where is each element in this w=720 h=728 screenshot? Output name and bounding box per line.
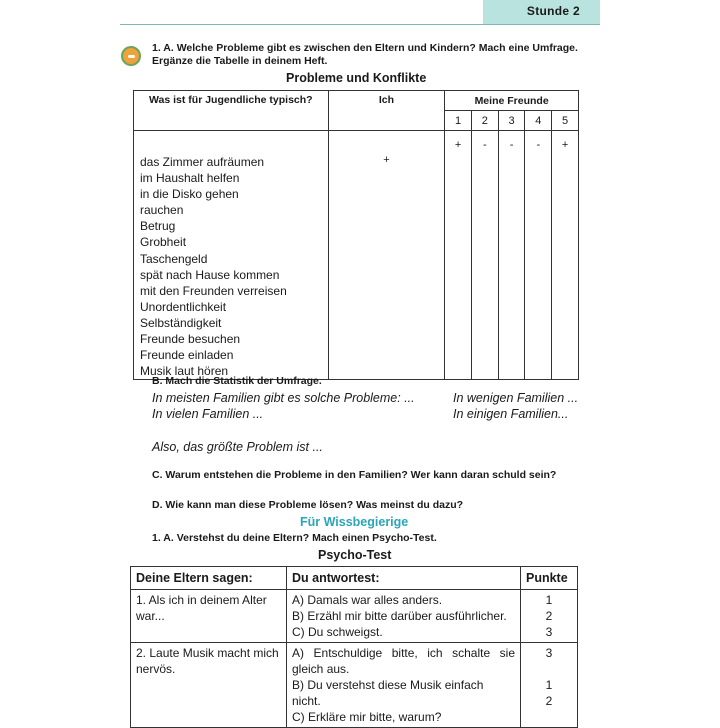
problems-table: [133, 90, 579, 380]
friend-mark: -: [498, 131, 525, 380]
lesson-label: Stunde 2: [526, 4, 580, 18]
points: 2: [545, 694, 553, 708]
list-item: Musik laut hören: [140, 364, 229, 379]
points: 1: [545, 678, 553, 692]
stat-phrase-1: In meisten Familien gibt es solche Probleme: ...: [152, 391, 415, 405]
answer: C) Erkläre mir bitte, warum?: [292, 710, 442, 724]
list-item: Betrug: [140, 219, 176, 234]
answer: C) Du schweigst.: [292, 625, 383, 639]
friend-number: 5: [552, 111, 579, 131]
friend-number: 4: [525, 111, 552, 131]
list-item: mit den Freunden verreisen: [140, 283, 287, 298]
psycho-question: 1. A. Verstehst du deine Eltern? Mach einen Psycho-Test.: [152, 532, 437, 544]
answer: B) Erzähl mir bitte darüber ausführlicher.: [292, 609, 507, 623]
list-item: spät nach Hause kommen: [140, 267, 280, 282]
task-icon: [121, 46, 141, 66]
friend-number: 3: [498, 111, 525, 131]
answers-1: [287, 590, 521, 643]
taskB-heading: B. Mach die Statistik der Umfrage.: [152, 375, 322, 387]
friend-mark: -: [525, 131, 552, 380]
header-points: Punkte: [521, 567, 578, 590]
friend-number: 2: [471, 111, 498, 131]
points: 3: [545, 625, 553, 639]
list-item: in die Disko gehen: [140, 187, 239, 202]
list-item: rauchen: [140, 203, 184, 218]
stat-conclusion: Also, das größte Problem ist ...: [152, 440, 323, 454]
list-item: Unordentlichkeit: [140, 299, 227, 314]
task1-question: [152, 42, 592, 68]
points: 2: [545, 609, 553, 623]
list-item: Freunde besuchen: [140, 332, 241, 347]
taskD-heading: D. Wie kann man diese Probleme lösen? Was meinst du dazu?: [152, 499, 464, 511]
answer: A) Damals war alles anders.: [292, 593, 443, 607]
friend-number: 1: [445, 111, 472, 131]
answer: B) Du verstehst diese Musik einfach nicht.: [292, 678, 484, 708]
friend-mark: -: [471, 131, 498, 380]
header-typical: Was ist für Jugendliche typisch?: [134, 91, 329, 131]
list-item: Selbständigkeit: [140, 315, 222, 330]
stat-phrase-3: In vielen Familien ...: [152, 407, 264, 421]
prompt-1: 1. Als ich in deinem Alter war...: [131, 590, 287, 643]
section-title: Für Wissbegierige: [300, 515, 409, 529]
list-item: Freunde einladen: [140, 348, 234, 363]
table2-title: Psycho-Test: [318, 548, 392, 562]
header-ich: Ich: [328, 91, 445, 131]
task1-question-line1: 1. A. Welche Probleme gibt es zwischen den Eltern und Kindern? Mach eine Umfrage.: [152, 42, 578, 54]
points-1: [521, 590, 578, 643]
items-cell: [134, 131, 329, 380]
answer: A) Entschuldige bitte, ich schalte sie gleich aus.: [292, 646, 515, 676]
points: 3: [545, 646, 553, 660]
lesson-tab: [483, 0, 600, 24]
answers-2: [287, 643, 521, 728]
header-friends: Meine Freunde: [445, 91, 579, 111]
psycho-table: [130, 566, 578, 728]
header-parents: Deine Eltern sagen:: [131, 567, 287, 590]
list-item: Taschengeld: [140, 251, 208, 266]
header-rule: [120, 24, 600, 25]
table1-title: Probleme und Konflikte: [286, 71, 427, 85]
list-item: das Zimmer aufräumen: [140, 155, 265, 169]
taskC-heading: C. Warum entstehen die Probleme in den Familien? Wer kann daran schuld sein?: [152, 469, 557, 481]
header-answer: Du antwortest:: [287, 567, 521, 590]
list-item: im Haushalt helfen: [140, 171, 240, 186]
points-2: [521, 643, 578, 728]
friend-mark: +: [445, 131, 472, 380]
list-item: Grobheit: [140, 235, 187, 250]
ich-mark: +: [328, 131, 445, 380]
points: 1: [545, 593, 553, 607]
stat-phrase-2: In wenigen Familien ...: [453, 391, 579, 405]
stat-phrase-4: In einigen Familien...: [453, 407, 569, 421]
prompt-2: 2. Laute Musik macht mich nervös.: [131, 643, 287, 728]
friend-mark: +: [552, 131, 579, 380]
task1-question-line2: Ergänze die Tabelle in deinem Heft.: [152, 55, 328, 67]
